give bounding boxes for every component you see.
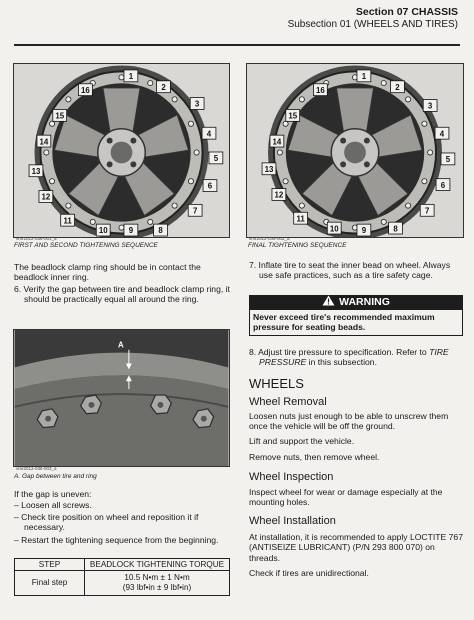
final-label-6: 6 (440, 180, 446, 190)
removal-lift: Lift and support the vehicle. (249, 436, 355, 446)
cell-step: Final step (15, 571, 85, 596)
figure-code-first: vmr2012-036-001_a (16, 236, 57, 241)
wheel-diagram-final (247, 64, 463, 237)
inspection-text: Inspect wheel for wear or damage especially at the mounting holes. (249, 487, 443, 508)
final-label-8: 8 (393, 224, 398, 234)
first-label-10: 10 (98, 226, 108, 236)
final-label-11: 11 (296, 214, 305, 224)
figure-code-gap: vmr2012-036-003_a (16, 466, 57, 471)
figure-first-sequence (13, 63, 230, 238)
caption-gap: A. Gap between tire and ring (14, 473, 97, 480)
header-rule (14, 44, 460, 46)
bullet-check-tire: – Check tire position on wheel and reposition it if necessary. (14, 512, 199, 533)
first-label-12: 12 (41, 192, 51, 202)
first-label-5: 5 (213, 154, 219, 164)
heading-wheel-removal: Wheel Removal (249, 396, 327, 408)
final-label-2: 2 (395, 82, 400, 92)
step-7: 7. Inflate tire to seat the inner bead on wheel. Always use safe practices, such as a tire safety cage. (249, 260, 451, 281)
final-label-4: 4 (439, 129, 445, 139)
heading-wheel-inspection: Wheel Inspection (249, 471, 334, 483)
subsection-title: Subsection 01 (WHEELS AND TIRES) (287, 19, 458, 31)
warning-title: WARNING (339, 296, 390, 308)
caption-final-sequence: FINAL TIGHTENING SEQUENCE (248, 242, 347, 249)
installation-text: At installation, it is recommended to apply LOCTITE 767 (ANTISEIZE LUBRICANT) (P/N 293 800 070) on threads. (249, 532, 463, 563)
torque-table-header (15, 559, 230, 571)
table-row (15, 571, 230, 596)
section-title: Section 07 CHASSIS (355, 6, 458, 18)
removal-loosen: Loosen nuts just enough to be able to unscrew them once the vehicle will be off the ground. (249, 411, 449, 432)
warning-header (249, 295, 463, 309)
final-label-16: 16 (316, 85, 325, 95)
page-header (288, 6, 458, 32)
bullet-restart: – Restart the tightening sequence from the beginning. (14, 535, 219, 545)
final-label-15: 15 (288, 111, 298, 121)
first-label-15: 15 (55, 111, 65, 121)
torque-table (14, 558, 230, 596)
tire-pressure-ref[interactable]: TIRE PRESSURE (259, 347, 449, 368)
final-label-14: 14 (272, 137, 282, 147)
step-8-text-a: 8. Adjust tire pressure to specification. Refer to (249, 347, 430, 357)
figure-code-final: vmr2012-036-002_a (249, 236, 290, 241)
first-label-3: 3 (194, 99, 200, 109)
step-8 (249, 347, 463, 368)
torque-imperial: (93 lbf•in ± 9 lbf•in) (122, 583, 192, 592)
if-gap-uneven: If the gap is uneven: (14, 489, 92, 499)
first-label-6: 6 (207, 181, 213, 191)
warning-text: Never exceed tire's recommended maximum pressure for seating beads. (249, 309, 463, 336)
first-label-4: 4 (206, 129, 212, 139)
final-label-13: 13 (264, 164, 274, 174)
first-label-9: 9 (128, 226, 134, 236)
first-label-2: 2 (161, 82, 166, 92)
installation-unidirectional: Check if tires are unidirectional. (249, 568, 369, 578)
first-label-14: 14 (39, 137, 49, 147)
first-label-16: 16 (81, 85, 90, 95)
first-label-7: 7 (192, 206, 198, 216)
caption-first-sequence: FIRST AND SECOND TIGHTENING SEQUENCE (14, 242, 158, 249)
gap-diagram (14, 330, 229, 466)
final-label-9: 9 (361, 226, 367, 236)
step-6: 6. Verify the gap between tire and beadlock clamp ring, it should be practically equal all around the ring. (14, 284, 230, 305)
first-label-1: 1 (128, 72, 134, 82)
header-step: STEP (15, 559, 85, 571)
heading-wheel-installation: Wheel Installation (249, 515, 336, 527)
header-torque: BEADLOCK TIGHTENING TORQUE (85, 559, 230, 571)
first-label-13: 13 (31, 166, 41, 176)
first-label-8: 8 (158, 226, 163, 236)
warning-icon (322, 295, 335, 306)
final-label-5: 5 (445, 155, 451, 165)
final-label-7: 7 (424, 206, 430, 216)
cell-torque (85, 571, 230, 596)
torque-metric: 10.5 N•m ± 1 N•m (124, 573, 190, 582)
warning-box (249, 295, 463, 336)
final-label-12: 12 (274, 190, 284, 200)
removal-remove: Remove nuts, then remove wheel. (249, 452, 380, 462)
step-8-text-b: in this subsection. (306, 357, 377, 368)
heading-wheels: WHEELS (249, 376, 304, 391)
final-label-1: 1 (361, 72, 367, 82)
wheel-diagram-first (14, 64, 229, 237)
final-label-3: 3 (427, 101, 433, 111)
figure-final-sequence (246, 63, 464, 238)
gap-marker-a: A (118, 340, 124, 350)
figure-gap (13, 329, 230, 467)
final-label-10: 10 (329, 224, 339, 234)
first-label-11: 11 (63, 216, 72, 226)
paragraph-contact: The beadlock clamp ring should be in contact the beadlock inner ring. (14, 262, 201, 283)
bullet-loosen: – Loosen all screws. (14, 500, 92, 510)
